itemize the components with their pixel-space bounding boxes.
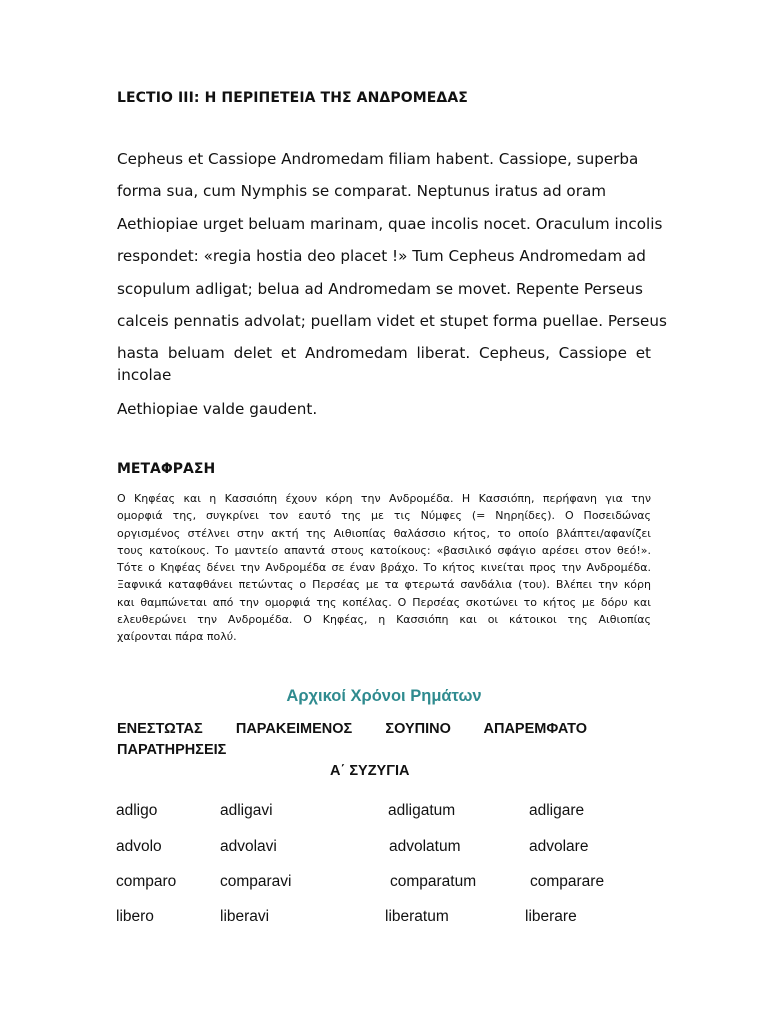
conjugation-title: Α΄ ΣΥΖΥΓΙΑ — [330, 763, 410, 779]
verb-infinitive: comparare — [530, 873, 605, 890]
verb-supine: adligatum — [388, 802, 456, 819]
lectio-title: LECTIO III: Η ΠΕΡΙΠΕΤΕΙΑ ΤΗΣ ΑΝΔΡΟΜΕΔΑΣ — [117, 90, 468, 106]
latin-line: Cepheus et Cassiope Andromedam filiam habent. Cassiope, superba — [117, 150, 639, 168]
header-present: ΕΝΕΣΤΩΤΑΣ — [117, 721, 203, 737]
verb-supine: advolatum — [389, 838, 461, 855]
translation-line: χαίρονται πάρα πολύ. — [117, 630, 237, 644]
verb-present: adligo — [116, 802, 158, 819]
verb-infinitive: adligare — [529, 802, 585, 819]
translation-line: και θαμπώνεται από την ομορφιά της κοπέλας. Ο Περσέας σκοτώνει το κήτος με δόρυ και — [117, 595, 651, 609]
translation-line: τους κατοίκους. Το μαντείο απαντά στους κατοίκους: «βασιλικό σφάγιο αρέσει στον θεό!». — [117, 543, 651, 557]
verb-present: libero — [116, 908, 154, 925]
verb-perfect: comparavi — [220, 873, 292, 890]
translation-line: ομορφιά της, συγκρίνει τον εαυτό της με τις Νύμφες (= Νηρηίδες). Ο Ποσειδώνας — [117, 509, 651, 523]
verbs-heading: Αρχικοί Χρόνοι Ρημάτων — [286, 687, 482, 705]
verb-supine: comparatum — [390, 873, 477, 890]
verb-present: comparo — [116, 873, 177, 890]
translation-line: ελευθερώνει την Ανδρομέδα. Ο Κηφέας, η Κασσιόπη και οι κάτοικοι της Αιθιοπίας — [117, 613, 651, 627]
verb-present: advolo — [116, 838, 162, 855]
header-notes: ΠΑΡΑΤΗΡΗΣΕΙΣ — [117, 742, 227, 758]
latin-line: incolae — [117, 366, 172, 385]
latin-line: scopulum adligat; belua ad Andromedam se movet. Repente Perseus — [117, 279, 643, 298]
table-header-row — [117, 720, 587, 738]
header-supine: ΣΟΥΠΙΝΟ — [385, 721, 451, 737]
verb-perfect: advolavi — [220, 838, 277, 855]
header-infinitive: ΑΠΑΡΕΜΦΑΤΟ — [483, 721, 588, 737]
latin-passage — [117, 148, 667, 420]
latin-line: forma sua, cum Nymphis se comparat. Neptunus iratus ad oram — [117, 182, 607, 201]
latin-line: hasta beluam delet et Andromedam liberat. Cepheus, Cassiope et — [117, 344, 651, 363]
translation-line: Ο Κηφέας και η Κασσιόπη έχουν κόρη την Ανδρομέδα. Η Κασσιόπη, περήφανη για την — [117, 492, 651, 505]
latin-line: Aethiopiae valde gaudent. — [117, 400, 318, 419]
verb-supine: liberatum — [385, 908, 449, 925]
latin-line: calceis pennatis advolat; puellam videt et stupet forma puellae. Perseus — [117, 311, 667, 330]
verb-perfect: adligavi — [220, 802, 273, 819]
latin-line: respondet: «regia hostia deo placet !» Tum Cepheus Andromedam ad — [117, 247, 646, 266]
verb-infinitive: advolare — [529, 838, 589, 855]
translation-line: Ξαφνικά καταφθάνει πετώντας ο Περσέας με τα φτερωτά σανδάλια (του). Βλέπει την κόρη — [117, 578, 651, 592]
latin-line: Aethiopiae urget beluam marinam, quae incolis nocet. Oraculum incolis — [117, 214, 663, 233]
verb-perfect: liberavi — [220, 908, 270, 925]
translation-line: Τότε ο Κηφέας δένει την Ανδρομέδα σε έναν βράχο. Το κήτος κινείται προς την Ανδρομέδα. — [117, 561, 651, 575]
header-perfect: ΠΑΡΑΚΕΙΜΕΝΟΣ — [235, 721, 353, 737]
verb-infinitive: liberare — [525, 908, 577, 925]
translation-line: οργισμένος στέλνει στην ακτή της Αιθιοπίας θαλάσσιο κήτος, το οποίο βλάπτει/αφανίζει — [117, 526, 651, 540]
translation-title: ΜΕΤΑΦΡΑΣΗ — [117, 461, 216, 477]
translation-paragraph — [117, 490, 651, 646]
